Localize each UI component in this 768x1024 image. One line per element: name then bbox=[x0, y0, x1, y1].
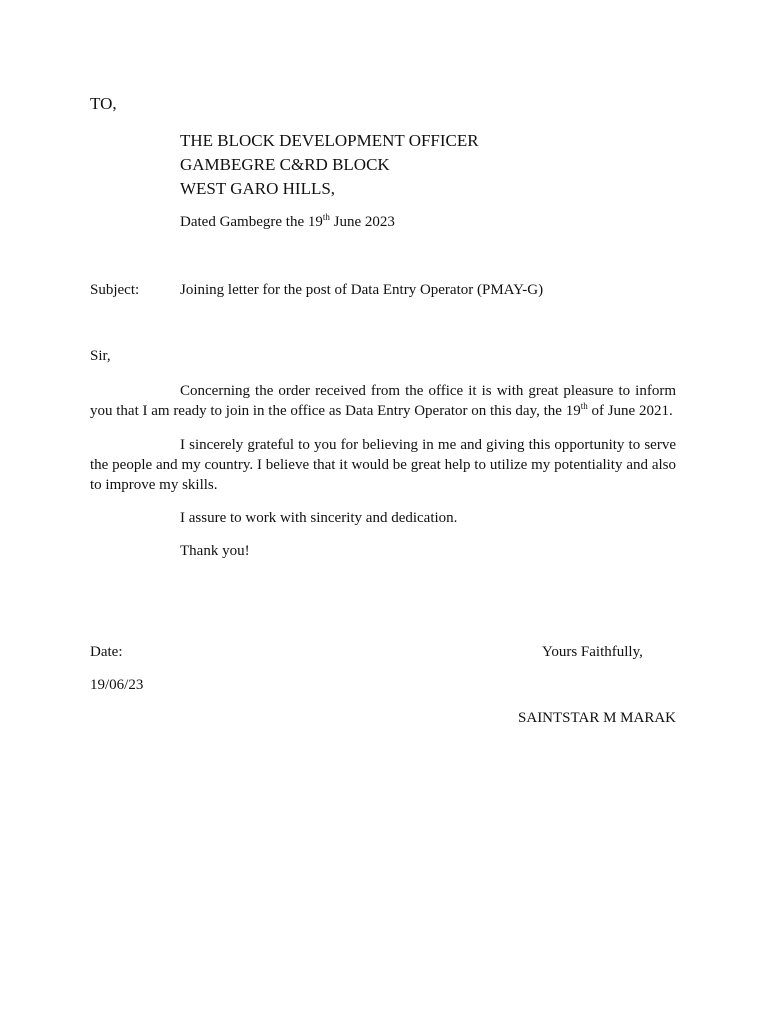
thanks: Thank you! bbox=[180, 543, 250, 559]
paragraph-1-sup: th bbox=[580, 401, 588, 411]
subject-label: Subject: bbox=[90, 282, 140, 298]
signature-name: SAINTSTAR M MARAK bbox=[518, 710, 676, 726]
paragraph-3: I assure to work with sincerity and dedication. bbox=[180, 510, 458, 526]
recipient-line-1: THE BLOCK DEVELOPMENT OFFICER bbox=[180, 131, 479, 150]
dated-sup: th bbox=[322, 212, 330, 222]
closing: Yours Faithfully, bbox=[542, 644, 643, 660]
to-label: TO, bbox=[90, 94, 117, 113]
subject-text: Joining letter for the post of Data Entry Operator (PMAY-G) bbox=[180, 282, 544, 298]
greeting: Sir, bbox=[90, 348, 111, 364]
recipient-line-2: GAMBEGRE C&RD BLOCK bbox=[180, 155, 390, 174]
paragraph-1 bbox=[90, 381, 676, 421]
paragraph-1-suffix: of June 2021. bbox=[587, 403, 673, 419]
recipient-line-3: WEST GARO HILLS, bbox=[180, 179, 336, 198]
date-label: Date: bbox=[90, 644, 123, 660]
dated-suffix: June 2023 bbox=[329, 214, 395, 230]
dated-line bbox=[180, 214, 395, 231]
paragraph-2: I sincerely grateful to you for believing in me and giving this opportunity to serve the people and my country. I believe that it would be great help to utilize my potentiality and also to improve my skills. bbox=[90, 437, 676, 493]
paragraph-1-text: Concerning the order received from the office it is with great pleasure to inform you that I am ready to join in the office as Data Entry Operator on this day, the 19 bbox=[90, 383, 676, 419]
date-value: 19/06/23 bbox=[90, 677, 144, 693]
dated-prefix: Dated Gambegre the 19 bbox=[180, 214, 323, 230]
